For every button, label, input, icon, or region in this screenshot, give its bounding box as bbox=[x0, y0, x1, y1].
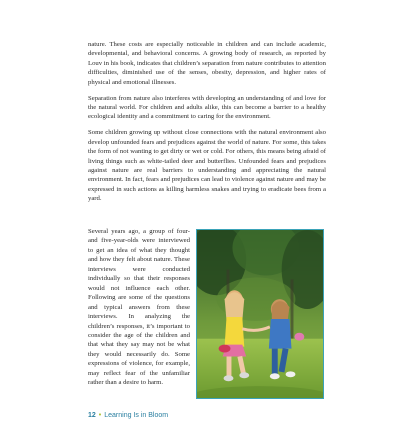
paragraph-3: Some children growing up without close connections with the natural environment also develop unfounded fears and prejudices against the world of nature. For some, this takes the form of not wanting to get dirty or wet or cold. For others, this means being afraid of living things such as white-tailed deer and butterflies. Unfounded fears and prejudices against nature are real barriers to understanding and appreciating the natural environment. In fact, fears and prejudices can lead to violence against nature and may be expressed in such actions as killing harmless snakes and trying to eradicate bees from a yard. bbox=[88, 129, 326, 203]
photo-illustration bbox=[197, 230, 323, 398]
children-playing-photo bbox=[196, 229, 324, 399]
footer-separator: • bbox=[98, 412, 102, 419]
body-text bbox=[88, 40, 326, 210]
page-footer bbox=[88, 412, 168, 419]
paragraph-2: Separation from nature also interferes with developing an understanding of and love for the natural world. For children and adults alike, this can become a barrier to a healthy ecological identity and a commitment to caring for the environment. bbox=[88, 94, 326, 121]
page-number: 12 bbox=[88, 412, 96, 419]
paragraph-1: nature. These costs are especially noticeable in children and can include academic, developmental, and behavioral concerns. A growing body of research, as reported by Louv in his book, indicates that children’s separation from nature contributes to attention difficulties, diminished use of the senses, obesity, depression, and higher rates of physical and emotional illnesses. bbox=[88, 41, 326, 86]
text-and-photo-section bbox=[88, 227, 326, 402]
book-title: Learning Is in Bloom bbox=[104, 412, 169, 419]
column-paragraph: Several years ago, a group of four- and five-year-olds were interviewed to get an idea of what they thought and how they felt about nature. These interviews were conducted individually so that their responses would not influence each other. Following are some of the questions and typical answers from these interviews. In analyzing the children’s responses, it’s important to consider the age of the children and that what they say may not be what they would necessarily do. Some expressions of violence, for example, may reflect fear of the unfamiliar rather than a desire to harm. bbox=[88, 228, 190, 387]
